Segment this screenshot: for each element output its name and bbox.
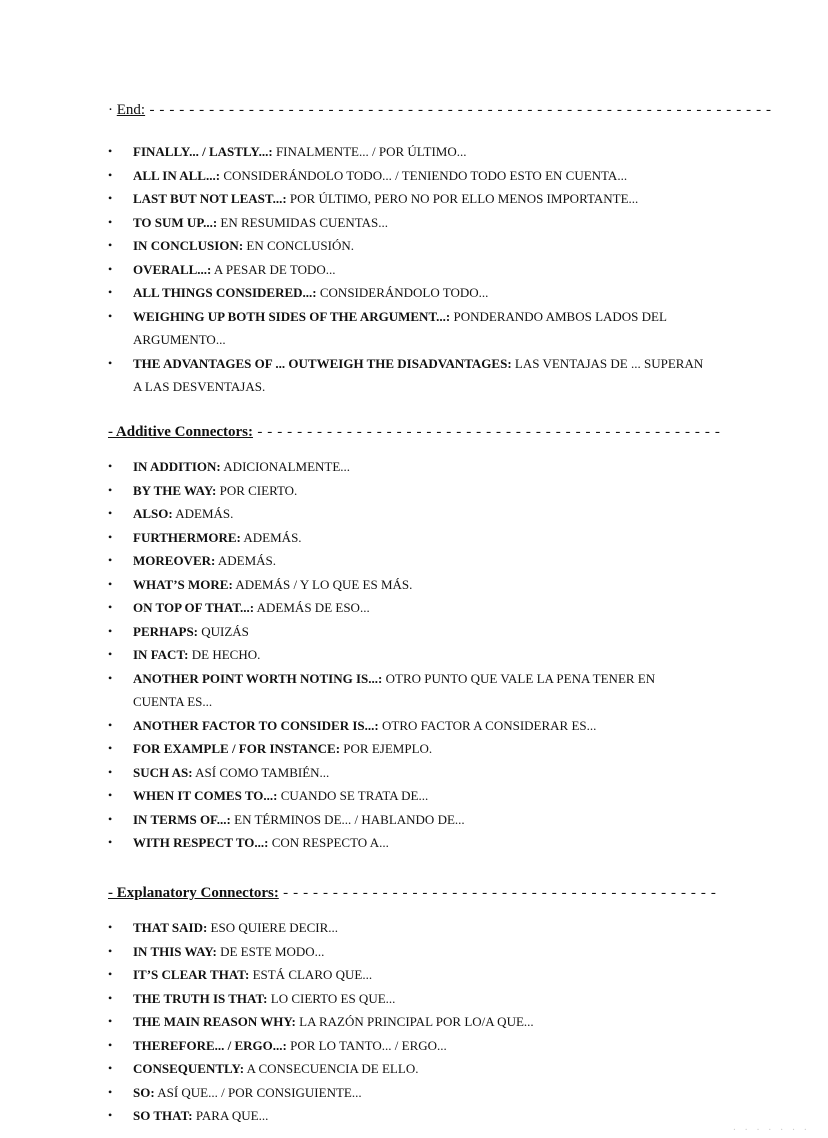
bullet-icon: • bbox=[108, 144, 113, 158]
list-item: • MOREOVER: ADEMÁS. bbox=[108, 549, 708, 573]
bullet-icon: • bbox=[108, 214, 113, 229]
bullet-icon: • bbox=[108, 576, 113, 591]
bullet-icon: • bbox=[108, 600, 113, 614]
list-item: • TO SUM UP...: EN RESUMIDAS CUENTAS... bbox=[108, 211, 708, 235]
page-corner-decoration: · · · · · · · bbox=[732, 1125, 810, 1136]
connector-list-additive bbox=[108, 455, 708, 855]
list-item: • SO THAT: PARA QUE... bbox=[108, 1104, 708, 1128]
list-item: • ALSO: ADEMÁS. bbox=[108, 502, 708, 526]
list-item: • ON TOP OF THAT...: ADEMÁS DE ESO... bbox=[108, 596, 708, 620]
bullet-icon: • bbox=[108, 670, 113, 685]
list-item: • BY THE WAY: POR CIERTO. bbox=[108, 479, 708, 503]
heading-title: End: bbox=[116, 102, 146, 118]
bullet-icon: • bbox=[108, 647, 113, 661]
bullet-icon: • bbox=[108, 990, 113, 1005]
bullet-icon: • bbox=[108, 238, 113, 252]
list-item: • PERHAPS: QUIZÁS bbox=[108, 620, 708, 644]
list-item: • SO: ASÍ QUE... / POR CONSIGUIENTE... bbox=[108, 1081, 708, 1105]
list-item: • IT’S CLEAR THAT: ESTÁ CLARO QUE... bbox=[108, 963, 708, 987]
heading-title: - Additive Connectors: bbox=[108, 424, 253, 440]
bullet-icon: • bbox=[108, 482, 113, 497]
bullet-icon: • bbox=[108, 811, 113, 826]
bullet-icon: • bbox=[108, 261, 113, 276]
list-item: • ANOTHER POINT WORTH NOTING IS...: OTRO PUNTO QUE VALE LA PENA TENER EN CUENTA ES... bbox=[108, 667, 708, 714]
list-item: • WHEN IT COMES TO...: CUANDO SE TRATA DE... bbox=[108, 784, 708, 808]
bullet-icon: • bbox=[108, 529, 113, 544]
bullet-icon: • bbox=[108, 308, 113, 323]
list-item: • CONSEQUENTLY: A CONSECUENCIA DE ELLO. bbox=[108, 1057, 708, 1081]
bullet-icon: • bbox=[108, 967, 113, 981]
list-item: • IN FACT: DE HECHO. bbox=[108, 643, 708, 667]
list-item: • ALL IN ALL...: CONSIDERÁNDOLO TODO... / TENIENDO TODO ESTO EN CUENTA... bbox=[108, 164, 708, 188]
list-item: • IN ADDITION: ADICIONALMENTE... bbox=[108, 455, 708, 479]
bullet-icon: • bbox=[108, 835, 113, 849]
section-heading-additive bbox=[108, 423, 721, 441]
bullet-icon: • bbox=[108, 943, 113, 958]
bullet-icon: • bbox=[108, 741, 113, 755]
bullet-icon: • bbox=[108, 553, 113, 567]
heading-title: - Explanatory Connectors: bbox=[108, 885, 279, 901]
bullet-icon: • bbox=[108, 459, 113, 473]
list-item: • THE MAIN REASON WHY: LA RAZÓN PRINCIPAL POR LO/A QUE... bbox=[108, 1010, 708, 1034]
bullet-icon: • bbox=[108, 788, 113, 802]
list-item: • ANOTHER FACTOR TO CONSIDER IS...: OTRO FACTOR A CONSIDERAR ES... bbox=[108, 714, 708, 738]
connector-list-end bbox=[108, 140, 708, 399]
bullet-icon: • bbox=[108, 920, 113, 934]
section-heading-explanatory bbox=[108, 884, 717, 902]
bullet-icon: • bbox=[108, 1108, 113, 1122]
list-item: • WHAT’S MORE: ADEMÁS / Y LO QUE ES MÁS. bbox=[108, 573, 708, 597]
heading-prefix: · bbox=[108, 102, 117, 118]
list-item: • THAT SAID: ESO QUIERE DECIR... bbox=[108, 916, 708, 940]
list-item: • FINALLY... / LASTLY...: FINALMENTE... / POR ÚLTIMO... bbox=[108, 140, 708, 164]
list-item: • FOR EXAMPLE / FOR INSTANCE: POR EJEMPLO. bbox=[108, 737, 708, 761]
bullet-icon: • bbox=[108, 1061, 113, 1075]
list-item: • THE ADVANTAGES OF ... OUTWEIGH THE DISADVANTAGES: LAS VENTAJAS DE ... SUPERAN A LAS DESVENTAJAS. bbox=[108, 352, 708, 399]
bullet-icon: • bbox=[108, 1014, 113, 1028]
bullet-icon: • bbox=[108, 1037, 113, 1052]
list-item: • WITH RESPECT TO...: CON RESPECTO A... bbox=[108, 831, 708, 855]
list-item: • IN TERMS OF...: EN TÉRMINOS DE... / HABLANDO DE... bbox=[108, 808, 708, 832]
list-item: • THEREFORE... / ERGO...: POR LO TANTO... / ERGO... bbox=[108, 1034, 708, 1058]
list-item: • IN CONCLUSION: EN CONCLUSIÓN. bbox=[108, 234, 708, 258]
section-heading-end bbox=[108, 101, 772, 119]
list-item: • SUCH AS: ASÍ COMO TAMBIÉN... bbox=[108, 761, 708, 785]
bullet-icon: • bbox=[108, 355, 113, 370]
bullet-icon: • bbox=[108, 167, 113, 182]
list-item: • OVERALL...: A PESAR DE TODO... bbox=[108, 258, 708, 282]
bullet-icon: • bbox=[108, 764, 113, 779]
list-item: • THE TRUTH IS THAT: LO CIERTO ES QUE... bbox=[108, 987, 708, 1011]
list-item: • WEIGHING UP BOTH SIDES OF THE ARGUMENT...: PONDERANDO AMBOS LADOS DEL ARGUMENTO... bbox=[108, 305, 708, 352]
list-item: • LAST BUT NOT LEAST...: POR ÚLTIMO, PERO NO POR ELLO MENOS IMPORTANTE... bbox=[108, 187, 708, 211]
list-item: • IN THIS WAY: DE ESTE MODO... bbox=[108, 940, 708, 964]
bullet-icon: • bbox=[108, 506, 113, 520]
connector-list-explanatory bbox=[108, 916, 708, 1128]
list-item: • FURTHERMORE: ADEMÁS. bbox=[108, 526, 708, 550]
bullet-icon: • bbox=[108, 191, 113, 205]
list-item: • ALL THINGS CONSIDERED...: CONSIDERÁNDOLO TODO... bbox=[108, 281, 708, 305]
heading-dashes: - - - - - - - - - - - - - - - - - - - - - - - - - - - - - - - - - - - - - - - - - - - - - - - bbox=[253, 424, 721, 440]
heading-dashes: - - - - - - - - - - - - - - - - - - - - - - - - - - - - - - - - - - - - - - - - - - - - - - - - - - - - - - - - - - - - - - - bbox=[145, 102, 772, 118]
bullet-icon: • bbox=[108, 1084, 113, 1099]
heading-dashes: - - - - - - - - - - - - - - - - - - - - - - - - - - - - - - - - - - - - - - - - - - - - bbox=[278, 885, 717, 901]
bullet-icon: • bbox=[108, 285, 113, 299]
bullet-icon: • bbox=[108, 623, 113, 638]
bullet-icon: • bbox=[108, 717, 113, 732]
